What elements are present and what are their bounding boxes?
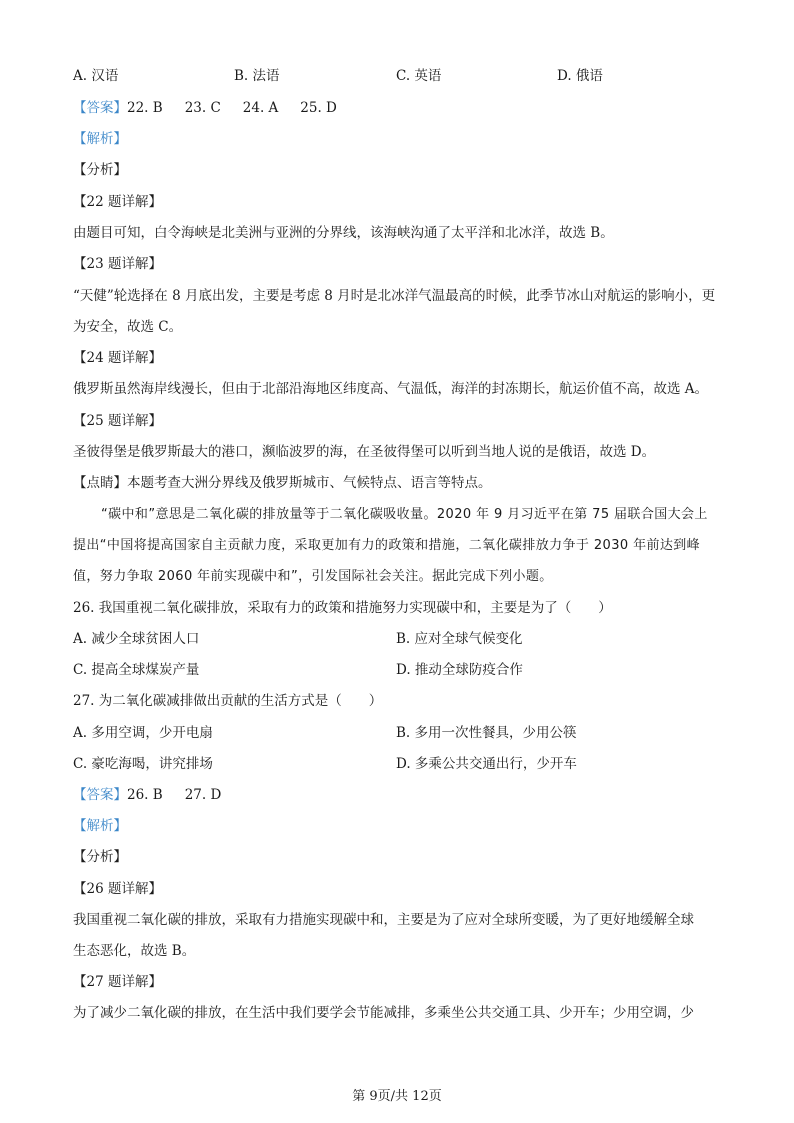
q27-detail-text: 为了减少二氧化碳的排放，在生活中我们要学会节能减排，多乘坐公共交通工具、少开车；少用空调，少	[73, 1005, 694, 1021]
q23-detail-text-1: “天健”轮选择在 8 月底出发，主要是考虑 8 月时是北冰洋气温最高的时候，此季节冰山对航运的影响小，更	[73, 288, 716, 304]
dianjing-text: 【点睛】本题考查大洲分界线及俄罗斯城市、气候特点、语言等特点。	[73, 475, 492, 491]
option-a: A. 汉语	[73, 68, 119, 84]
q26-option-b: B. 应对全球气候变化	[396, 631, 523, 647]
passage-line-2: 提出“中国将提高国家自主贡献力度，采取更加有力的政策和措施，二氧化碳排放力争于 2030 年前达到峰	[73, 538, 701, 553]
q27-detail-heading: 【27 题详解】	[73, 974, 162, 990]
q26-stem: 26. 我国重视二氧化碳排放，采取有力的政策和措施努力实现碳中和，主要是为了（ ）	[73, 600, 612, 616]
q26-detail-text-2: 生态恶化，故选 B。	[73, 943, 196, 959]
q27-option-b: B. 多用一次性餐具，少用公筷	[396, 725, 577, 741]
q26-option-c: C. 提高全球煤炭产量	[73, 662, 200, 678]
answer-item: 23. C	[184, 100, 221, 116]
answer-label: 【答案】	[73, 100, 127, 116]
q26-detail-text-1: 我国重视二氧化碳的排放，采取有力措施实现碳中和，主要是为了应对全球所变暖，为了更好地缓解全球	[73, 912, 694, 928]
q27-option-a: A. 多用空调，少开电扇	[73, 725, 213, 741]
answer-item: 25. D	[300, 100, 337, 116]
q24-detail-heading: 【24 题详解】	[73, 350, 162, 366]
passage-line-1: “碳中和”意思是二氧化碳的排放量等于二氧化碳吸收量。2020 年 9 月习近平在第 75 届联合国大会上	[101, 507, 708, 522]
q25-detail-text: 圣彼得堡是俄罗斯最大的港口，濒临波罗的海，在圣彼得堡可以听到当地人说的是俄语，故选 D。	[73, 444, 656, 460]
answer-item: 24. A	[242, 100, 279, 116]
answer-item: 26. B	[127, 787, 163, 803]
jiexi-label: 【解析】	[73, 131, 127, 147]
q26-option-d: D. 推动全球防疫合作	[396, 662, 523, 678]
answer-item: 27. D	[184, 787, 222, 803]
fenxi-label: 【分析】	[73, 162, 127, 178]
option-c: C. 英语	[396, 68, 442, 84]
q23-detail-text-2: 为安全，故选 C。	[73, 319, 183, 335]
answer-line	[73, 98, 359, 118]
q26-detail-heading: 【26 题详解】	[73, 881, 162, 897]
answer-line-2	[73, 785, 243, 805]
passage-line-3: 值，努力争取 2060 年前实现碳中和”，引发国际社会关注。据此完成下列小题。	[73, 569, 553, 584]
q22-detail-heading: 【22 题详解】	[73, 194, 162, 210]
page-number: 第 9页/共 12页	[352, 1089, 442, 1104]
q27-option-d: D. 多乘公共交通出行，少开车	[396, 756, 577, 772]
option-d: D. 俄语	[557, 68, 603, 84]
jiexi-label-2: 【解析】	[73, 818, 127, 834]
fenxi-label-2: 【分析】	[73, 849, 127, 865]
q24-detail-text: 俄罗斯虽然海岸线漫长，但由于北部沿海地区纬度高、气温低，海洋的封冻期长，航运价值不高，故选 A。	[73, 381, 709, 397]
answer-label: 【答案】	[73, 787, 127, 803]
q27-option-c: C. 豪吃海喝，讲究排场	[73, 756, 213, 772]
option-b: B. 法语	[234, 68, 280, 84]
q26-option-a: A. 减少全球贫困人口	[73, 631, 200, 647]
q27-stem: 27. 为二氧化碳减排做出贡献的生活方式是（ ）	[73, 693, 383, 709]
q25-detail-heading: 【25 题详解】	[73, 413, 162, 429]
answer-item: 22. B	[127, 100, 163, 116]
q23-detail-heading: 【23 题详解】	[73, 256, 162, 272]
q22-detail-text: 由题目可知，白令海峡是北美洲与亚洲的分界线，该海峡沟通了太平洋和北冰洋，故选 B。	[73, 225, 614, 241]
